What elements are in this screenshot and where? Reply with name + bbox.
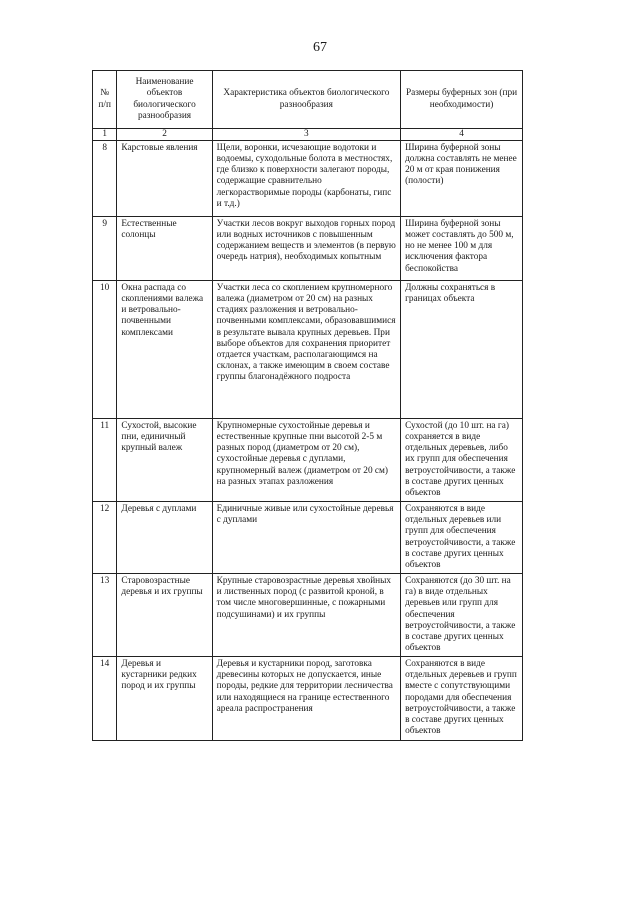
row-number: 10	[93, 281, 117, 419]
row-number: 12	[93, 502, 117, 574]
object-characteristic: Единичные живые или сухостойные деревья с дуплами	[212, 502, 400, 574]
object-name: Деревья и кустарники редких пород и их группы	[117, 657, 212, 741]
column-number: 3	[212, 129, 400, 141]
object-characteristic: Деревья и кустарники пород, заготовка древесины которых не допускается, иные породы, редкие для территории лесничества или находящиеся на границе естественного ареала распространения	[212, 657, 400, 741]
biodiversity-objects-table	[92, 70, 523, 741]
table-row	[93, 281, 523, 419]
header-characteristic: Характеристика объектов биологического разнообразия	[212, 71, 400, 129]
table-row	[93, 141, 523, 217]
buffer-zone-size: Ширина буферной зоны должна составлять не менее 20 м от края понижения (полости)	[401, 141, 523, 217]
buffer-zone-size: Сохраняются в виде отдельных деревьев или групп для обеспечения ветроустойчивости, а также в составе других ценных объектов	[401, 502, 523, 574]
object-characteristic: Крупные старовозрастные деревья хвойных и лиственных пород (с развитой кроной, в том числе многовершинные, с пожарными подсушинами) и их группы	[212, 574, 400, 657]
row-number: 13	[93, 574, 117, 657]
page-number: 67	[313, 40, 327, 55]
object-name: Старовозрастные деревья и их группы	[117, 574, 212, 657]
object-characteristic: Крупномерные сухостойные деревья и естественные крупные пни высотой 2-5 м разных пород (диаметром от 20 см), сухостойные деревья с дуплами, крупномерный валеж (диаметром от 20 см) на разных этапах разложения	[212, 419, 400, 502]
buffer-zone-size: Должны сохраняться в границах объекта	[401, 281, 523, 419]
object-name: Карстовые явления	[117, 141, 212, 217]
column-number: 4	[401, 129, 523, 141]
column-number: 2	[117, 129, 212, 141]
header-object-name: Наименование объектов биологического разнообразия	[117, 71, 212, 129]
buffer-zone-size: Сохраняются в виде отдельных деревьев и групп вместе с сопутствующими породами для обеспечения ветроустойчивости, а также в составе других ценных объектов	[401, 657, 523, 741]
object-characteristic: Участки леса со скоплением крупномерного валежа (диаметром от 20 см) на разных стадиях разложения и ветровально-почвенными комплексами, образовавшимися в результате вывала крупных деревьев. При выборе объектов для сохранения приоритет отдается участкам, располагающимся на склонах, а также имеющим в своем составе группы благонадёжного подроста	[212, 281, 400, 419]
row-number: 11	[93, 419, 117, 502]
object-name: Окна распада со скоплениями валежа и ветровально-почвенными комплексами	[117, 281, 212, 419]
table-row	[93, 657, 523, 741]
object-name: Деревья с дуплами	[117, 502, 212, 574]
table-header-row	[93, 71, 523, 129]
column-number-row	[93, 129, 523, 141]
table-row	[93, 419, 523, 502]
buffer-zone-size: Сохраняются (до 30 шт. на га) в виде отдельных деревьев или групп для обеспечения ветроустойчивости, а также в составе других ценных объектов	[401, 574, 523, 657]
buffer-zone-size: Ширина буферной зоны может составлять до 500 м, но не менее 100 м для исключения фактора беспокойства	[401, 217, 523, 281]
table-row	[93, 574, 523, 657]
header-num: № п/п	[93, 71, 117, 129]
table-row	[93, 502, 523, 574]
row-number: 8	[93, 141, 117, 217]
header-buffer-zone: Размеры буферных зон (при необходимости)	[401, 71, 523, 129]
row-number: 9	[93, 217, 117, 281]
row-number: 14	[93, 657, 117, 741]
object-characteristic: Участки лесов вокруг выходов горных пород или водных источников с повышенным содержанием веществ и элементов (в первую очередь натрия), необходимых копытным	[212, 217, 400, 281]
column-number: 1	[93, 129, 117, 141]
buffer-zone-size: Сухостой (до 10 шт. на га) сохраняется в виде отдельных деревьев, либо их групп для обеспечения ветроустойчивости, а также в составе других ценных объектов	[401, 419, 523, 502]
table-row	[93, 217, 523, 281]
object-characteristic: Щели, воронки, исчезающие водотоки и водоемы, суходольные болота в местностях, где близко к поверхности залегают породы, содержащие сравнительно легкорастворимые породы (карбонаты, гипс и т.д.)	[212, 141, 400, 217]
object-name: Естественные солонцы	[117, 217, 212, 281]
object-name: Сухостой, высокие пни, единичный крупный валеж	[117, 419, 212, 502]
